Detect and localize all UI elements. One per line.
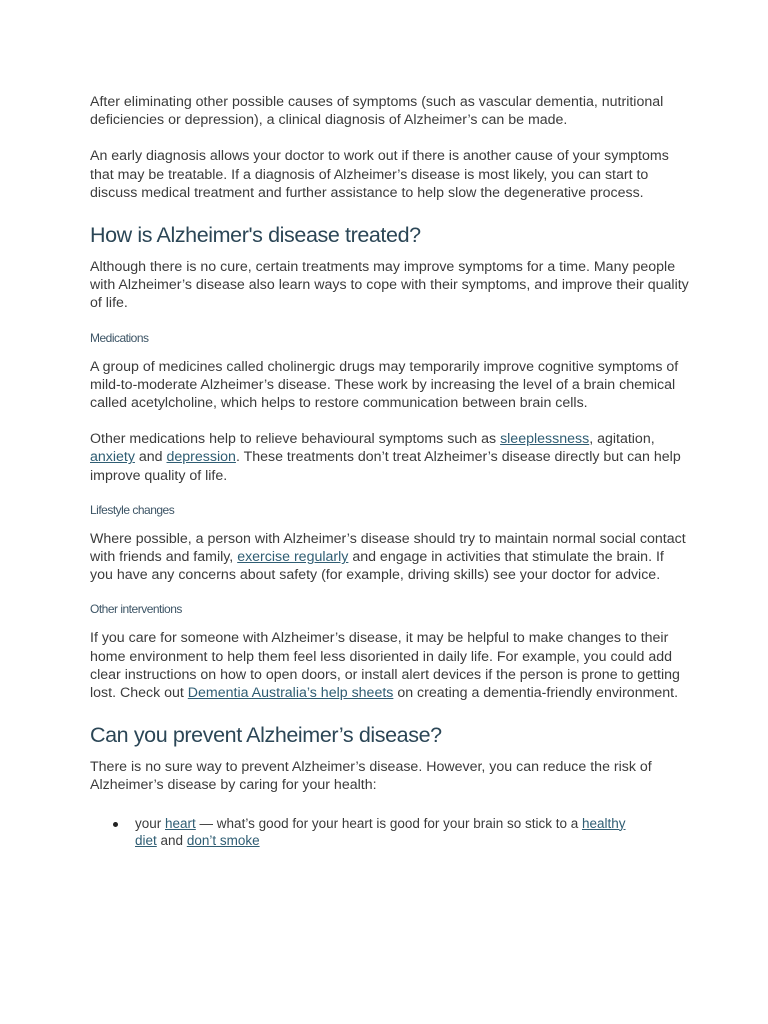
link-sleeplessness[interactable]: sleeplessness [500,431,590,448]
subheading-medications: Medications [90,330,149,345]
link-anxiety[interactable]: anxiety [90,449,135,466]
medications-paragraph-1: A group of medicines called cholinergic drugs may temporarily improve cognitive symptoms of mild-to-moderate Alzheimer’s disease. These work by increasing the level of a brain chemical called acetylcholine, which helps to restore communication between brain cells. [90,358,679,412]
prevention-list [90,815,690,850]
link-heart[interactable]: heart [165,815,196,831]
intro-paragraph-2: An early diagnosis allows your doctor to work out if there is another cause of your symptoms that may be treatable. If a diagnosis of Alzheimer’s disease is most likely, you can start to discuss medical treatment and further assistance to help slow the degenerative process. [90,148,669,201]
subheading-other-interventions: Other interventions [90,602,182,617]
link-healthy-diet[interactable]: healthy diet [135,815,626,849]
interventions-paragraph: If you care for someone with Alzheimer’s disease, it may be helpful to make changes to their home environment to help them feel less disoriented in daily life. For example, you could add clear instructions on how to open doors, or install alert devices if the person is prone to getting lost. Check out Dementia Australia’s help sheets on creating a dementia-friendly environment. [90,630,680,702]
treated-paragraph: Although there is no cure, certain treatments may improve symptoms for a time. Many people with Alzheimer’s disease also learn ways to cope with their symptoms, and improve their quality of life. [90,259,689,312]
medications-paragraph-2: Other medications help to relieve behavioural symptoms such as sleeplessness, agitation, anxiety and depression. These treatments don’t treat Alzheimer’s disease directly but can help improve quality of life. [90,431,681,484]
article-content [90,93,690,850]
subheading-lifestyle-changes: Lifestyle changes [90,502,175,517]
lifestyle-paragraph: Where possible, a person with Alzheimer’s disease should try to maintain normal social contact with friends and family, exercise regularly and engage in activities that stimulate the brain. If you have any concerns about safety (for example, driving skills) see your doctor for advice. [90,530,686,584]
intro-paragraph-1: After eliminating other possible causes of symptoms (such as vascular dementia, nutritional deficiencies or depression), a clinical diagnosis of Alzheimer’s can be made. [90,94,664,129]
heading-can-you-prevent: Can you prevent Alzheimer’s disease? [90,723,442,748]
prevent-paragraph: There is no sure way to prevent Alzheimer’s disease. However, you can reduce the risk of Alzheimer’s disease by caring for your health: [90,759,652,794]
bullet-icon [113,822,118,827]
link-depression[interactable]: depression [166,449,236,466]
list-item: your heart — what’s good for your heart is good for your brain so stick to a healthy diet and don’t smoke [90,815,645,850]
link-dont-smoke[interactable]: don’t smoke [186,833,260,849]
heading-how-treated: How is Alzheimer's disease treated? [90,223,421,248]
link-help-sheets[interactable]: Dementia Australia’s help sheets [187,685,394,702]
link-exercise-regularly[interactable]: exercise regularly [237,549,349,566]
